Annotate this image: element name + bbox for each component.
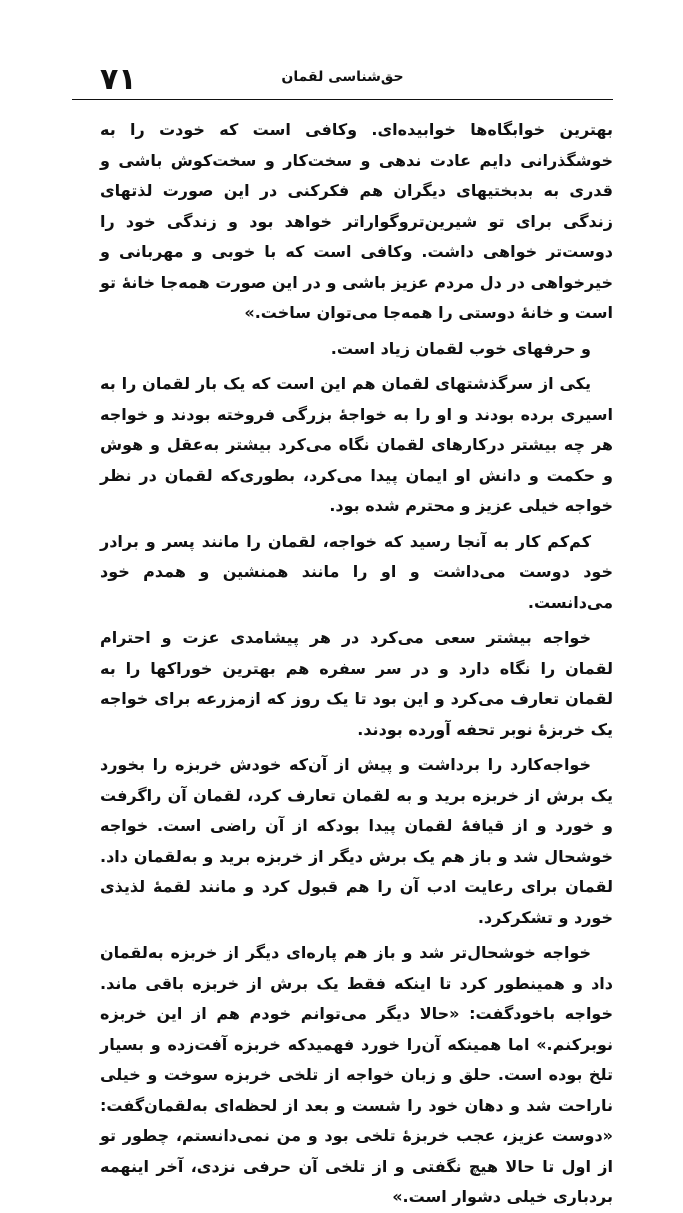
paragraph-1: بهترین خوابگاه‌ها خوابیده‌ای. وکافی است که خودت را به خوشگذرانی دایم عادت ندهی و سخت‌کار و سخت‌کوش باشی و قدری به بدبختیهای دیگران هم فکرکنی در این صورت لذتهای زندگی برای تو شیرین‌تروگواراتر خواهد بود و زندگی خود را دوست‌تر خواهی داشت. وکافی است که با خوبی و مهربانی و خیرخواهی در دل مردم عزیز باشی و در این صورت همه‌جا خانهٔ تو است و خانهٔ دوستی را همه‌جا می‌توان ساخت.» bbox=[100, 120, 613, 322]
paragraph-4: کم‌کم کار به آنجا رسید که خواجه، لقمان را مانند پسر و برادر خود دوست می‌داشت و او را مانند همنشین و همدم خود می‌دانست. bbox=[100, 531, 613, 612]
paragraph-6: خواجه‌کارد را برداشت و پیش از آن‌که خودش خربزه را بخورد یک برش از خربزه برید و به لقمان تعارف کرد، لقمان آن راگرفت و خورد و از قیافهٔ لقمان پیدا بودکه از آن راضی است. خواجه خوشحال شد و باز هم یک برش دیگر از خربزه برید و به‌لقمان داد. لقمان برای رعایت ادب آن را هم قبول کرد و مانند لقمهٔ لذیذی خورد و تشکرکرد. bbox=[100, 755, 613, 927]
page-header bbox=[72, 60, 613, 100]
page-body bbox=[100, 115, 613, 1213]
paragraph-5: خواجه بیشتر سعی می‌کرد در هر پیشامدی عزت و احترام لقمان را نگاه دارد و در سر سفره هم بهترین خوراکها را به لقمان تعارف می‌کرد و این بود تا یک روز که ازمزرعه برای خواجه یک خربزهٔ نوبر تحفه آورده بودند. bbox=[100, 628, 613, 739]
paragraph-2: و حرفهای خوب لقمان زیاد است. bbox=[330, 338, 591, 358]
header-rule bbox=[72, 99, 613, 100]
page-number: ٧١ bbox=[100, 62, 137, 97]
running-title: حق‌شناسی لقمان bbox=[281, 69, 404, 85]
paragraph-7: خواجه خوشحال‌تر شد و باز هم پاره‌ای دیگر از خربزه به‌لقمان داد و همینطور کرد تا اینکه فقط یک برش از خربزه باقی ماند. خواجه باخودگفت: «حالا دیگر می‌توانم خودم هم از این خربزه نوبرکنم.» اما همینکه آن‌را خورد فهمید‌که خربزه آفت‌زده و بسیار تلخ بوده است. حلق و زبان خواجه از تلخی خربزه سوخت و خیلی ناراحت شد و دهان خود را شست و بعد از لحظه‌ای به‌لقمان‌گفت: «دوست عزیز، عجب خربزهٔ تلخی بود و من نمی‌دانستم، چطور تو از اول تا حالا هیچ نگفتی و از تلخی آن حرفی نزدی، آخر اینهمه بردباری خیلی دشوار است.» bbox=[100, 943, 613, 1206]
paragraph-3: یکی از سرگذشتهای لقمان هم این است که یک بار لقمان را به اسیری برده بودند و او را به خواجهٔ بزرگی فروخته بودند و خواجه هر چه بیشتر درکارهای لقمان نگاه می‌کرد بیشتر به‌عقل و هوش و حکمت و دانش او ایمان پیدا می‌کرد، بطوری‌که لقمان در نظر خواجه خیلی عزیز و محترم شده بود. bbox=[100, 374, 613, 515]
